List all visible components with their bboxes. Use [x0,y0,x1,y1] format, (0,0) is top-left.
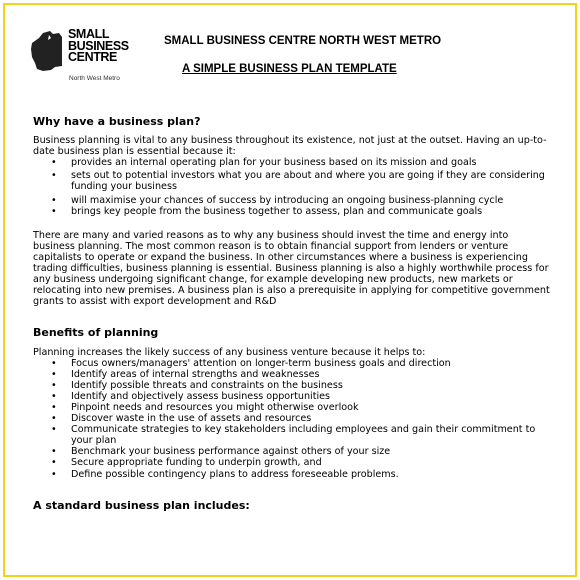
bullet-list-why [33,157,553,216]
organisation-logo [29,27,149,93]
logo-line-business: BUSINESS [68,38,129,53]
document-title: A SIMPLE BUSINESS PLAN TEMPLATE [182,63,397,75]
list-item: • Define possible contingency plans to address foreseeable problems. [33,469,553,480]
list-item: • Identify and objectively assess business opportunities [33,391,553,402]
section-intro-benefits: Planning increases the likely success of any business venture because it helps to: [33,346,426,358]
list-item: • provides an internal operating plan for your business based on its mission and goals [33,157,553,168]
organisation-title: SMALL BUSINESS CENTRE NORTH WEST METRO [164,35,442,47]
section-heading-why: Why have a business plan? [33,115,201,128]
section-heading-benefits: Benefits of planning [33,326,159,340]
list-item: • sets out to potential investors what you are about and where you are going if they are considering funding your business [33,170,553,192]
document-body [33,116,553,519]
list-item: • Discover waste in the use of assets and resources [33,413,553,424]
list-item: • Identify areas of internal strengths and weaknesses [33,369,553,380]
list-item: • Communicate strategies to key stakeholders including employees and gain their commitment to your plan [33,424,553,446]
logo-wordmark [68,29,129,64]
list-item: • Identify possible threats and constraints on the business [33,380,553,391]
section-paragraph-reasons: There are many and varied reasons as to why any business should invest the time and energy into business planning. The most common reason is to obtain financial support from lenders or venture capitalists to operate or expand the business. In other circumstances where a business is experiencing trading difficulties, business planning is essential. Business planning is also a highly worthwhile process for any business undergoing significant change, for example developing new products, new markets or relocating into new premises. A business plan is also a prerequisite in applying for competitive government grants to assist with export development and R&D [33,229,550,308]
logo-line-small: SMALL [68,27,110,41]
list-item: • Focus owners/managers' attention on longer-term business goals and direction [33,358,553,369]
section-heading-standard-plan: A standard business plan includes: [33,498,250,512]
western-australia-map-icon [29,29,65,73]
document-page [14,10,566,570]
list-item: • Pinpoint needs and resources you might otherwise overlook [33,402,553,413]
logo-subtitle: North West Metro [69,75,120,82]
list-item [33,195,553,206]
section-intro-why: Business planning is vital to any business throughout its existence, not just at the outset. Having an up-to-date business plan is essential because it: [33,135,547,158]
logo-line-centre: CENTRE [68,50,117,64]
bullet-list-benefits [33,358,553,480]
list-item: • Secure appropriate funding to underpin growth, and [33,457,553,468]
list-item-text: will maximise your chances of success by introducing an ongoing business-planning cycle [71,194,504,206]
list-item: • brings key people from the business together to assess, plan and communicate goals [33,206,553,217]
list-item: • Benchmark your business performance against others of your size [33,446,553,457]
